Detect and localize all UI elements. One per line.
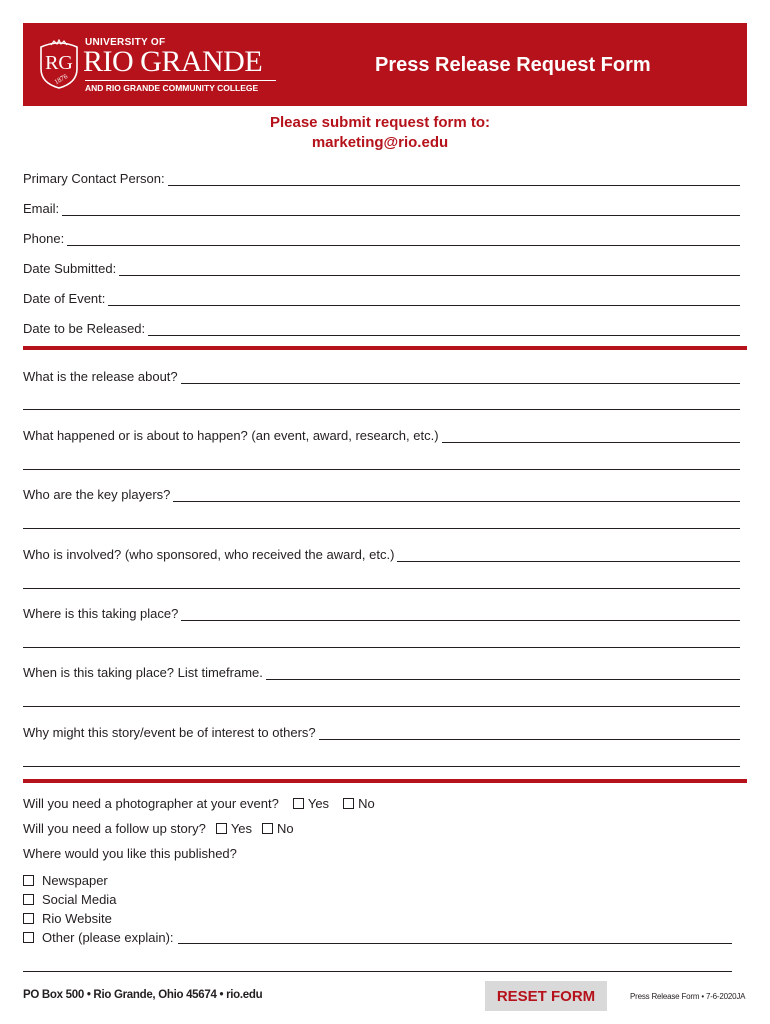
email-label: Email: xyxy=(23,201,60,216)
logo-divider xyxy=(85,80,276,81)
photographer-yes-checkbox[interactable] xyxy=(293,798,304,809)
publish-option-other xyxy=(23,928,732,946)
photographer-question xyxy=(23,796,375,811)
question-release-about xyxy=(23,366,740,384)
where-input[interactable] xyxy=(181,607,740,621)
reset-form-button[interactable]: RESET FORM xyxy=(485,981,607,1011)
submit-instructions xyxy=(180,113,580,153)
question-where xyxy=(23,603,740,621)
seal-monogram: RG xyxy=(45,52,73,74)
followup-yes-label: Yes xyxy=(230,821,253,836)
publish-option-rio-website xyxy=(23,909,732,927)
other-explain-input[interactable] xyxy=(178,930,732,944)
form-title: Press Release Request Form xyxy=(375,54,651,76)
answer-continuation-line[interactable] xyxy=(23,766,740,767)
photographer-yes-label: Yes xyxy=(307,796,330,811)
other-continuation-line[interactable] xyxy=(23,971,732,972)
photographer-no-option xyxy=(343,796,375,811)
date-released-label: Date to be Released: xyxy=(23,321,146,336)
university-seal-icon xyxy=(37,39,81,89)
other-label: Other (please explain): xyxy=(42,929,174,945)
primary-contact-input[interactable] xyxy=(168,172,740,186)
question-label: Who is involved? (who sponsored, who received the award, etc.) xyxy=(23,547,395,562)
university-logo xyxy=(37,37,287,97)
primary-contact-label: Primary Contact Person: xyxy=(23,171,165,186)
question-label: Where is this taking place? xyxy=(23,606,179,621)
answer-continuation-line[interactable] xyxy=(23,528,740,529)
answer-continuation-line[interactable] xyxy=(23,469,740,470)
form-version: Press Release Form • 7-6-2020JA xyxy=(630,992,746,1001)
who-involved-input[interactable] xyxy=(397,548,740,562)
logo-top-text: UNIVERSITY OF xyxy=(85,37,166,48)
social-media-label: Social Media xyxy=(42,891,117,907)
followup-label: Will you need a follow up story? xyxy=(23,821,206,836)
publish-option-social-media xyxy=(23,890,732,908)
seal-year: 1876 xyxy=(52,72,70,87)
social-media-checkbox[interactable] xyxy=(23,894,34,905)
phone-label: Phone: xyxy=(23,231,65,246)
question-label: When is this taking place? List timeframe. xyxy=(23,665,263,680)
rio-website-checkbox[interactable] xyxy=(23,913,34,924)
answer-continuation-line[interactable] xyxy=(23,409,740,410)
key-players-input[interactable] xyxy=(173,488,740,502)
header-banner xyxy=(23,23,747,106)
publish-question xyxy=(23,846,237,861)
followup-yes-option xyxy=(216,821,252,836)
question-label: Who are the key players? xyxy=(23,487,171,502)
date-submitted-label: Date Submitted: xyxy=(23,261,117,276)
release-about-input[interactable] xyxy=(181,370,740,384)
date-of-event-field xyxy=(23,288,740,306)
date-of-event-input[interactable] xyxy=(108,292,740,306)
section-divider xyxy=(23,779,747,783)
logo-main-text: RIO GRANDE xyxy=(83,45,263,78)
followup-yes-checkbox[interactable] xyxy=(216,823,227,834)
answer-continuation-line[interactable] xyxy=(23,588,740,589)
question-who-involved xyxy=(23,544,740,562)
photographer-yes-option xyxy=(293,796,329,811)
followup-question xyxy=(23,821,294,836)
question-label: Why might this story/event be of interest to others? xyxy=(23,725,316,740)
footer-address: PO Box 500 • Rio Grande, Ohio 45674 • rio.edu xyxy=(23,989,263,1001)
what-happened-input[interactable] xyxy=(442,429,740,443)
question-label: What happened or is about to happen? (an event, award, research, etc.) xyxy=(23,428,439,443)
section-divider xyxy=(23,346,747,350)
question-what-happened xyxy=(23,425,740,443)
phone-field xyxy=(23,228,740,246)
logo-sub-text: AND RIO GRANDE COMMUNITY COLLEGE xyxy=(85,83,259,93)
followup-no-option xyxy=(262,821,294,836)
followup-no-label: No xyxy=(277,821,294,836)
answer-continuation-line[interactable] xyxy=(23,706,740,707)
primary-contact-field xyxy=(23,168,740,186)
newspaper-label: Newspaper xyxy=(42,872,108,888)
rio-website-label: Rio Website xyxy=(42,910,112,926)
question-key-players xyxy=(23,484,740,502)
question-label: What is the release about? xyxy=(23,369,178,384)
publish-label: Where would you like this published? xyxy=(23,846,237,861)
email-field xyxy=(23,198,740,216)
followup-no-checkbox[interactable] xyxy=(262,823,273,834)
phone-input[interactable] xyxy=(67,232,740,246)
date-submitted-field xyxy=(23,258,740,276)
publish-option-newspaper xyxy=(23,871,732,889)
other-checkbox[interactable] xyxy=(23,932,34,943)
photographer-label: Will you need a photographer at your event? xyxy=(23,796,279,811)
date-released-input[interactable] xyxy=(148,322,740,336)
photographer-no-checkbox[interactable] xyxy=(343,798,354,809)
submit-instruction-text: Please submit request form to: xyxy=(269,114,491,131)
question-when xyxy=(23,662,740,680)
email-input[interactable] xyxy=(62,202,740,216)
when-input[interactable] xyxy=(266,666,740,680)
interest-input[interactable] xyxy=(319,726,740,740)
answer-continuation-line[interactable] xyxy=(23,647,740,648)
date-released-field xyxy=(23,318,740,336)
date-of-event-label: Date of Event: xyxy=(23,291,106,306)
newspaper-checkbox[interactable] xyxy=(23,875,34,886)
question-interest xyxy=(23,722,740,740)
photographer-no-label: No xyxy=(358,796,375,811)
date-submitted-input[interactable] xyxy=(119,262,740,276)
submit-email-link[interactable]: marketing@rio.edu xyxy=(311,134,449,151)
